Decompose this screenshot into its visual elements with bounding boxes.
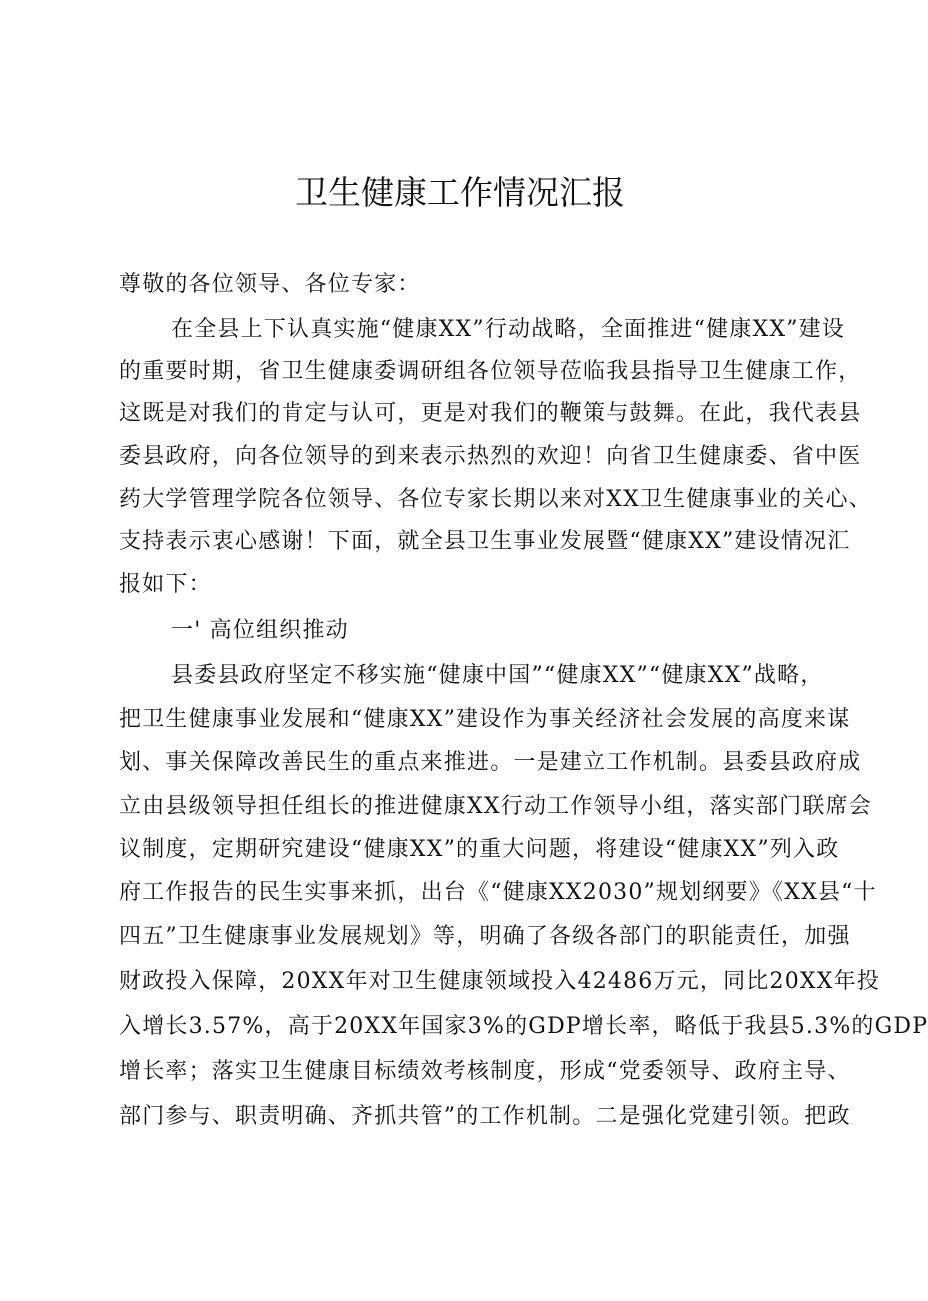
- paragraph-line: 入增长3.57%，高于20XX年国家3%的GDP增长率，略低于我县5.3%的GDP: [119, 1014, 928, 1039]
- paragraph-line: 委县政府，向各位领导的到来表示热烈的欢迎！向省卫生健康委、省中医: [119, 444, 862, 469]
- paragraph-line: 把卫生健康事业发展和“健康XX”建设作为事关经济社会发展的高度来谋: [119, 707, 851, 732]
- paragraph-line: 在全县上下认真实施“健康XX”行动战略，全面推进“健康XX”建设: [171, 317, 846, 342]
- paragraph-line: 的重要时期，省卫生健康委调研组各位领导莅临我县指导卫生健康工作，: [119, 359, 862, 384]
- paragraph-line: 部门参与、职责明确、齐抓共管”的工作机制。二是强化党建引领。把政: [119, 1104, 851, 1129]
- section-heading: 一' 高位组织推动: [171, 618, 349, 643]
- paragraph-line: 增长率；落实卫生健康目标绩效考核制度，形成“党委领导、政府主导、: [119, 1059, 851, 1084]
- paragraph-line: 药大学管理学院各位领导、各位专家长期以来对XX卫生健康事业的关心、: [119, 487, 872, 512]
- paragraph-line: 划、事关保障改善民生的重点来推进。一是建立工作机制。县委县政府成: [119, 750, 862, 775]
- paragraph-line: 府工作报告的民生实事来抓，出台《“健康XX2030”规划纲要》《XX县“十: [119, 880, 877, 905]
- paragraph-line: 这既是对我们的肯定与认可，更是对我们的鞭策与鼓舞。在此，我代表县: [119, 401, 862, 426]
- paragraph-line: 议制度，定期研究建设“健康XX”的重大问题，将建设“健康XX”列入政: [119, 837, 840, 862]
- paragraph-line: 财政投入保障，20XX年对卫生健康领域投入42486万元，同比20XX年投: [119, 969, 881, 994]
- paragraph-line: 支持表示衷心感谢！下面，就全县卫生事业发展暨“健康XX”建设情况汇: [119, 529, 851, 554]
- salutation: 尊敬的各位领导、各位专家：: [119, 272, 421, 297]
- paragraph-line: 四五”卫生健康事业发展规划》等，明确了各级各部门的职能责任，加强: [119, 924, 851, 949]
- document-title: 卫生健康工作情况汇报: [295, 173, 625, 212]
- paragraph-line: 县委县政府坚定不移实施“健康中国”“健康XX”“健康XX”战略，: [171, 663, 824, 688]
- paragraph-line: 报如下：: [119, 572, 212, 597]
- paragraph-line: 立由县级领导担任组长的推进健康XX行动工作领导小组，落实部门联席会: [119, 794, 872, 819]
